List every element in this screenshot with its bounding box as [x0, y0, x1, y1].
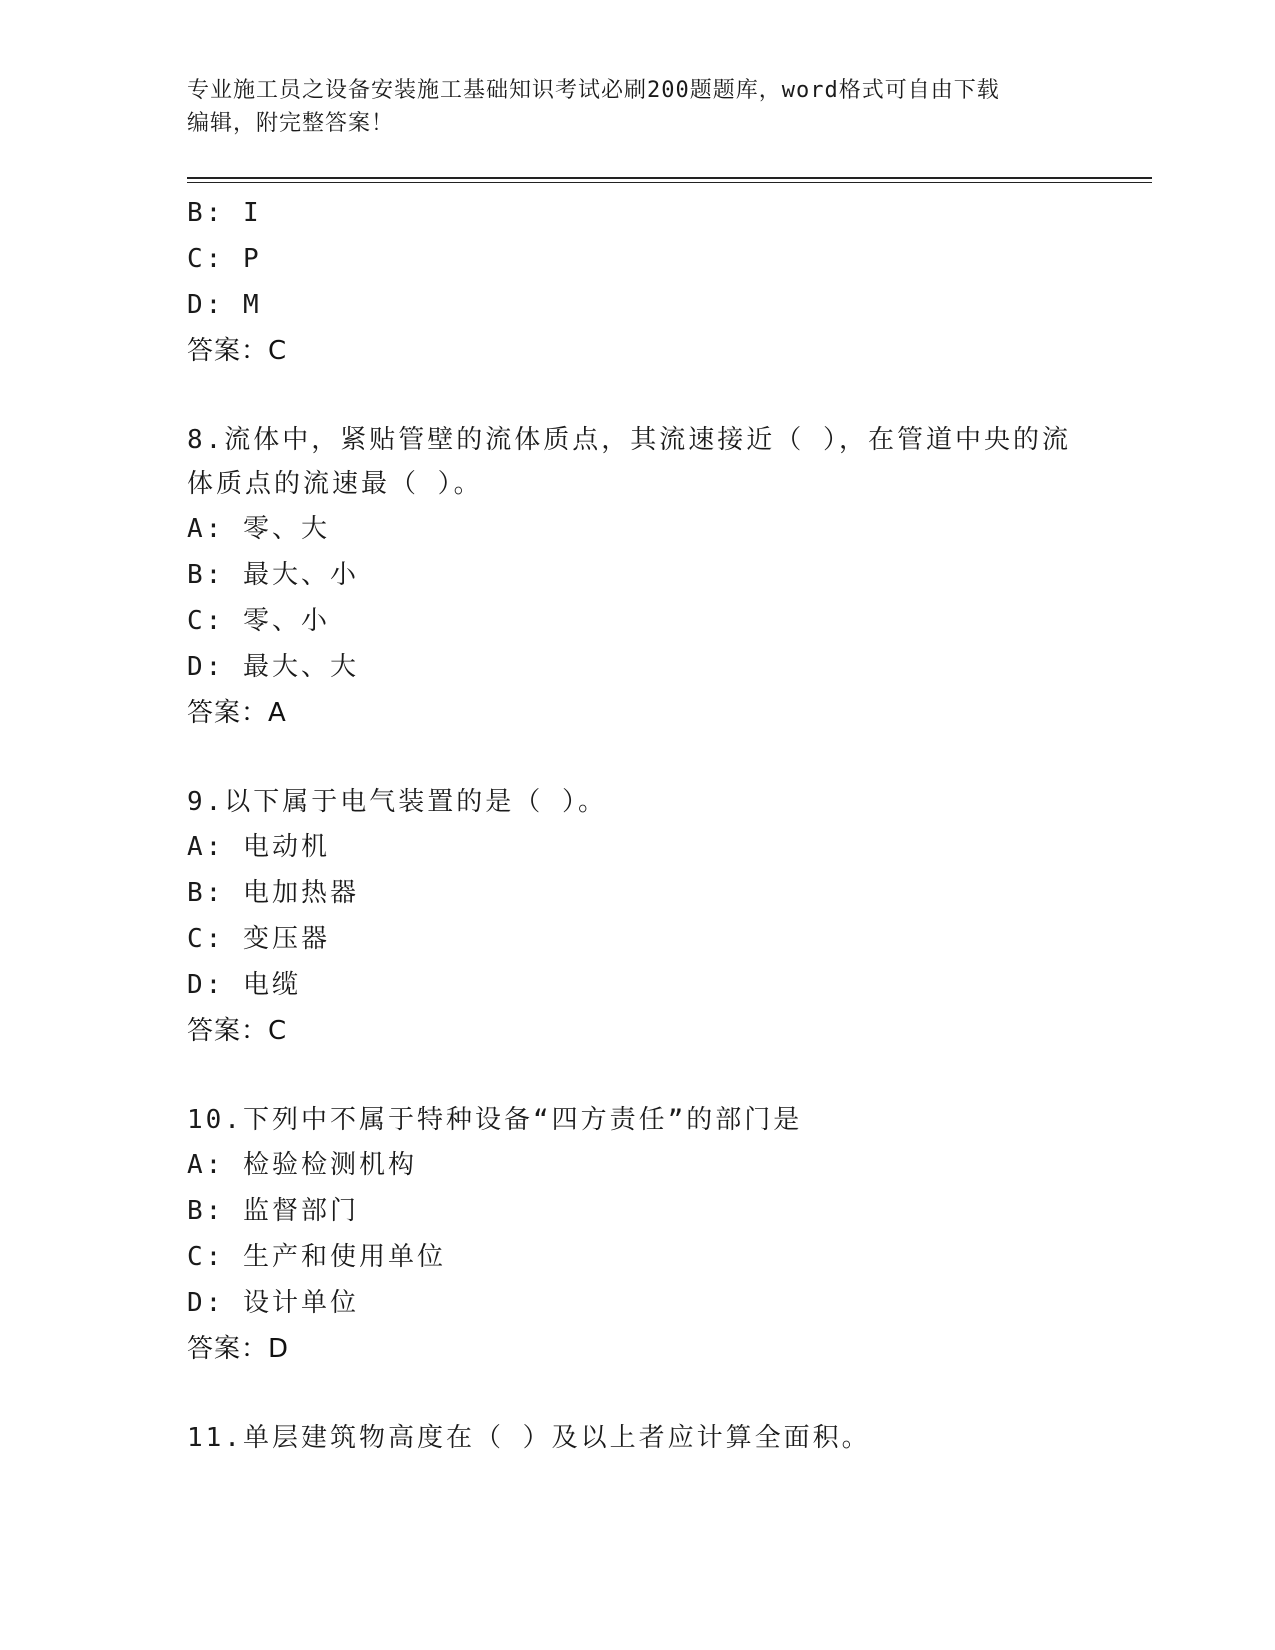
header-line-2: 编辑，附完整答案！ [187, 111, 395, 136]
question-9 [187, 780, 1087, 1054]
header-divider-thick [187, 177, 1152, 179]
question-text: 8.流体中，紧贴管壁的流体质点，其流速接近（ ），在管道中央的流体质点的流速最（ ）。 [187, 425, 1071, 499]
option-c: C: 生产和使用单位 [187, 1242, 446, 1272]
option-c: C: 变压器 [187, 924, 330, 954]
answer-line: 答案：D [187, 1334, 290, 1364]
header-divider-thin [187, 182, 1152, 183]
option-a: A: 电动机 [187, 832, 330, 862]
option-a: A: 检验检测机构 [187, 1150, 417, 1180]
question-8 [187, 418, 1087, 736]
option-d: D: 电缆 [187, 970, 301, 1000]
question-text: 9.以下属于电气装置的是（ ）。 [187, 787, 607, 817]
answer-line: 答案：A [187, 698, 287, 728]
question-text: 11.单层建筑物高度在（ ）及以上者应计算全面积。 [187, 1423, 871, 1453]
document-header [187, 74, 1087, 140]
option-b: B: 最大、小 [187, 560, 359, 590]
option-d: D: M [187, 290, 262, 320]
option-b: B: 电加热器 [187, 878, 359, 908]
option-c: C: 零、小 [187, 606, 330, 636]
answer-line: 答案：C [187, 1016, 288, 1046]
option-d: D: 最大、大 [187, 652, 359, 682]
question-7-tail [187, 190, 1087, 374]
question-11 [187, 1416, 1087, 1460]
option-c: C: P [187, 244, 262, 274]
option-a: A: 零、大 [187, 514, 330, 544]
question-text: 10.下列中不属于特种设备“四方责任”的部门是 [187, 1105, 803, 1135]
question-10 [187, 1098, 1087, 1372]
option-b: B: I [187, 198, 262, 228]
option-b: B: 监督部门 [187, 1196, 359, 1226]
option-d: D: 设计单位 [187, 1288, 359, 1318]
answer-line: 答案：C [187, 336, 288, 366]
document-body [187, 190, 1087, 1460]
header-line-1: 专业施工员之设备安装施工基础知识考试必刷200题题库，word格式可自由下载 [187, 78, 1000, 103]
